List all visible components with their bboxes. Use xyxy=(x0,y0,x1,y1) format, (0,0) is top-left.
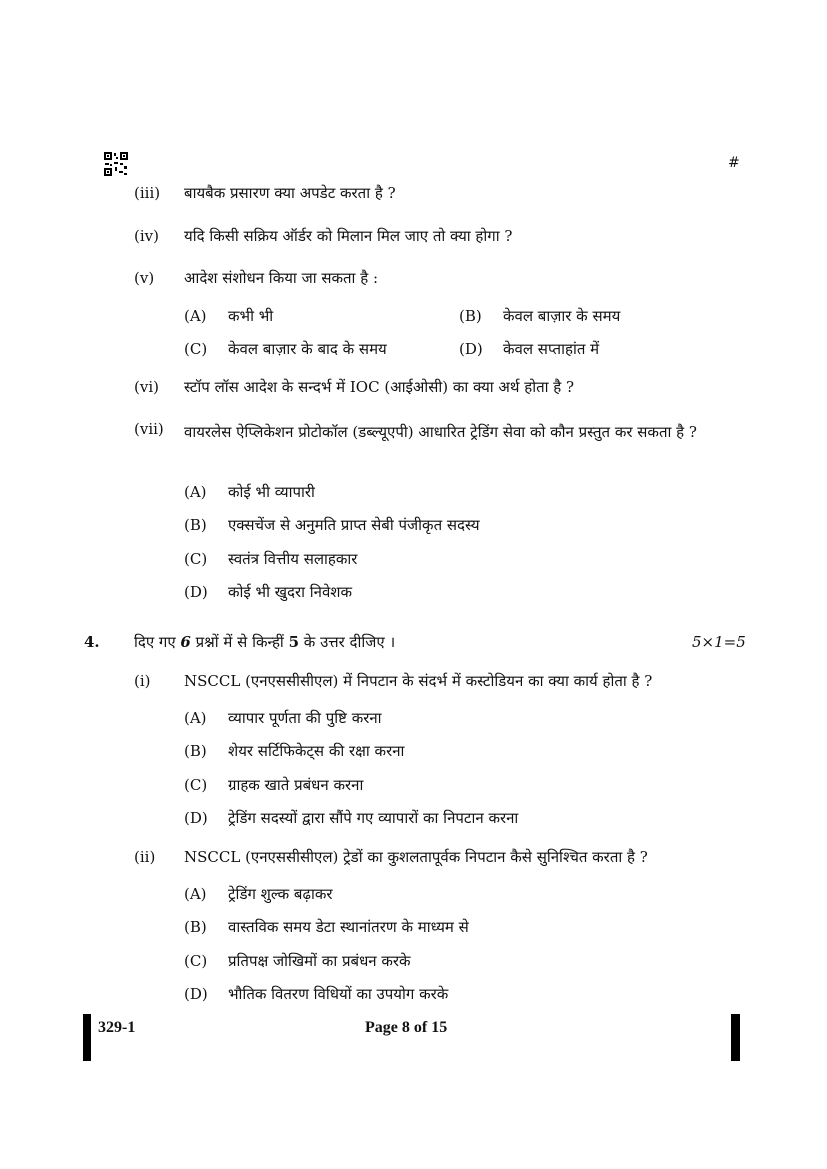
question-text: वायरलेस ऐप्लिकेशन प्रोटोकॉल (डब्ल्यूएपी) आधारित ट्रेडिंग सेवा को कौन प्रस्तुत कर सकता है ? xyxy=(184,423,697,441)
option-text: केवल बाज़ार के बाद के समय xyxy=(228,340,387,358)
question-text: बायबैक प्रसारण क्या अपडेट करता है ? xyxy=(184,184,396,202)
option-text: कभी भी xyxy=(228,307,274,325)
option-label: (D) xyxy=(184,809,208,827)
question-number: (ii) xyxy=(134,848,156,866)
option-label: (B) xyxy=(184,516,207,534)
option-label: (A) xyxy=(184,307,207,325)
question-text: स्टॉप लॉस आदेश के सन्दर्भ में IOC (आईओसी) का क्या अर्थ होता है ? xyxy=(184,378,575,396)
paper-code: 329-1 xyxy=(98,1019,136,1036)
option-label: (B) xyxy=(184,918,207,936)
page-number: Page 8 of 15 xyxy=(365,1019,448,1036)
question-text: आदेश संशोधन किया जा सकता है : xyxy=(184,269,378,287)
option-label: (A) xyxy=(184,885,207,903)
option-label: (A) xyxy=(184,709,207,727)
option-label: (D) xyxy=(459,340,483,358)
question-text: NSCCL (एनएससीसीएल) में निपटान के संदर्भ में कस्टोडियन का क्या कार्य होता है ? xyxy=(184,672,653,690)
option-text: केवल बाज़ार के समय xyxy=(503,307,621,325)
page-marker: # xyxy=(728,155,740,171)
question-number: (vi) xyxy=(134,378,159,396)
option-label: (D) xyxy=(184,583,208,601)
footer-left-bar xyxy=(83,1014,91,1061)
option-text: कोई भी व्यापारी xyxy=(228,483,315,501)
option-text: वास्तविक समय डेटा स्थानांतरण के माध्यम से xyxy=(228,918,469,936)
option-text: व्यापार पूर्णता की पुष्टि करना xyxy=(228,709,382,727)
question-number: (iv) xyxy=(134,227,159,245)
option-text: भौतिक वितरण विधियों का उपयोग करके xyxy=(228,985,449,1003)
option-text: केवल सप्ताहांत में xyxy=(503,340,600,358)
option-text: ग्राहक खाते प्रबंधन करना xyxy=(228,776,364,794)
option-text: कोई भी खुदरा निवेशक xyxy=(228,583,353,601)
question-number: (vii) xyxy=(134,420,164,438)
option-text: स्वतंत्र वित्तीय सलाहकार xyxy=(228,550,358,568)
option-text: एक्सचेंज से अनुमति प्राप्त सेबी पंजीकृत सदस्य xyxy=(228,516,480,534)
question-4-number: 4. xyxy=(84,633,100,651)
question-number: (v) xyxy=(134,269,155,287)
footer-right-bar xyxy=(731,1014,740,1061)
question-text: यदि किसी सक्रिय ऑर्डर को मिलान मिल जाए तो क्या होगा ? xyxy=(184,227,513,245)
question-number: (i) xyxy=(134,672,151,690)
option-label: (A) xyxy=(184,483,207,501)
question-text: NSCCL (एनएससीसीएल) ट्रेडों का कुशलतापूर्वक निपटान कैसे सुनिश्चित करता है ? xyxy=(184,848,648,866)
option-label: (B) xyxy=(459,307,482,325)
option-label: (C) xyxy=(184,776,208,794)
marks-allocation: 5×1=5 xyxy=(692,633,746,651)
qr-code xyxy=(104,152,128,176)
option-label: (C) xyxy=(184,340,208,358)
option-text: शेयर सर्टिफिकेट्स की रक्षा करना xyxy=(228,742,405,760)
option-text: ट्रेडिंग शुल्क बढ़ाकर xyxy=(228,885,333,903)
option-text: ट्रेडिंग सदस्यों द्वारा सौंपे गए व्यापारों का निपटान करना xyxy=(228,809,519,827)
option-label: (D) xyxy=(184,985,208,1003)
option-text: प्रतिपक्ष जोखिमों का प्रबंधन करके xyxy=(228,952,411,970)
question-4-instruction: दिए गए 6 प्रश्नों में से किन्हीं 5 के उत्तर दीजिए । xyxy=(134,633,396,651)
question-number: (iii) xyxy=(134,184,161,202)
option-label: (B) xyxy=(184,742,207,760)
option-label: (C) xyxy=(184,952,208,970)
option-label: (C) xyxy=(184,550,208,568)
